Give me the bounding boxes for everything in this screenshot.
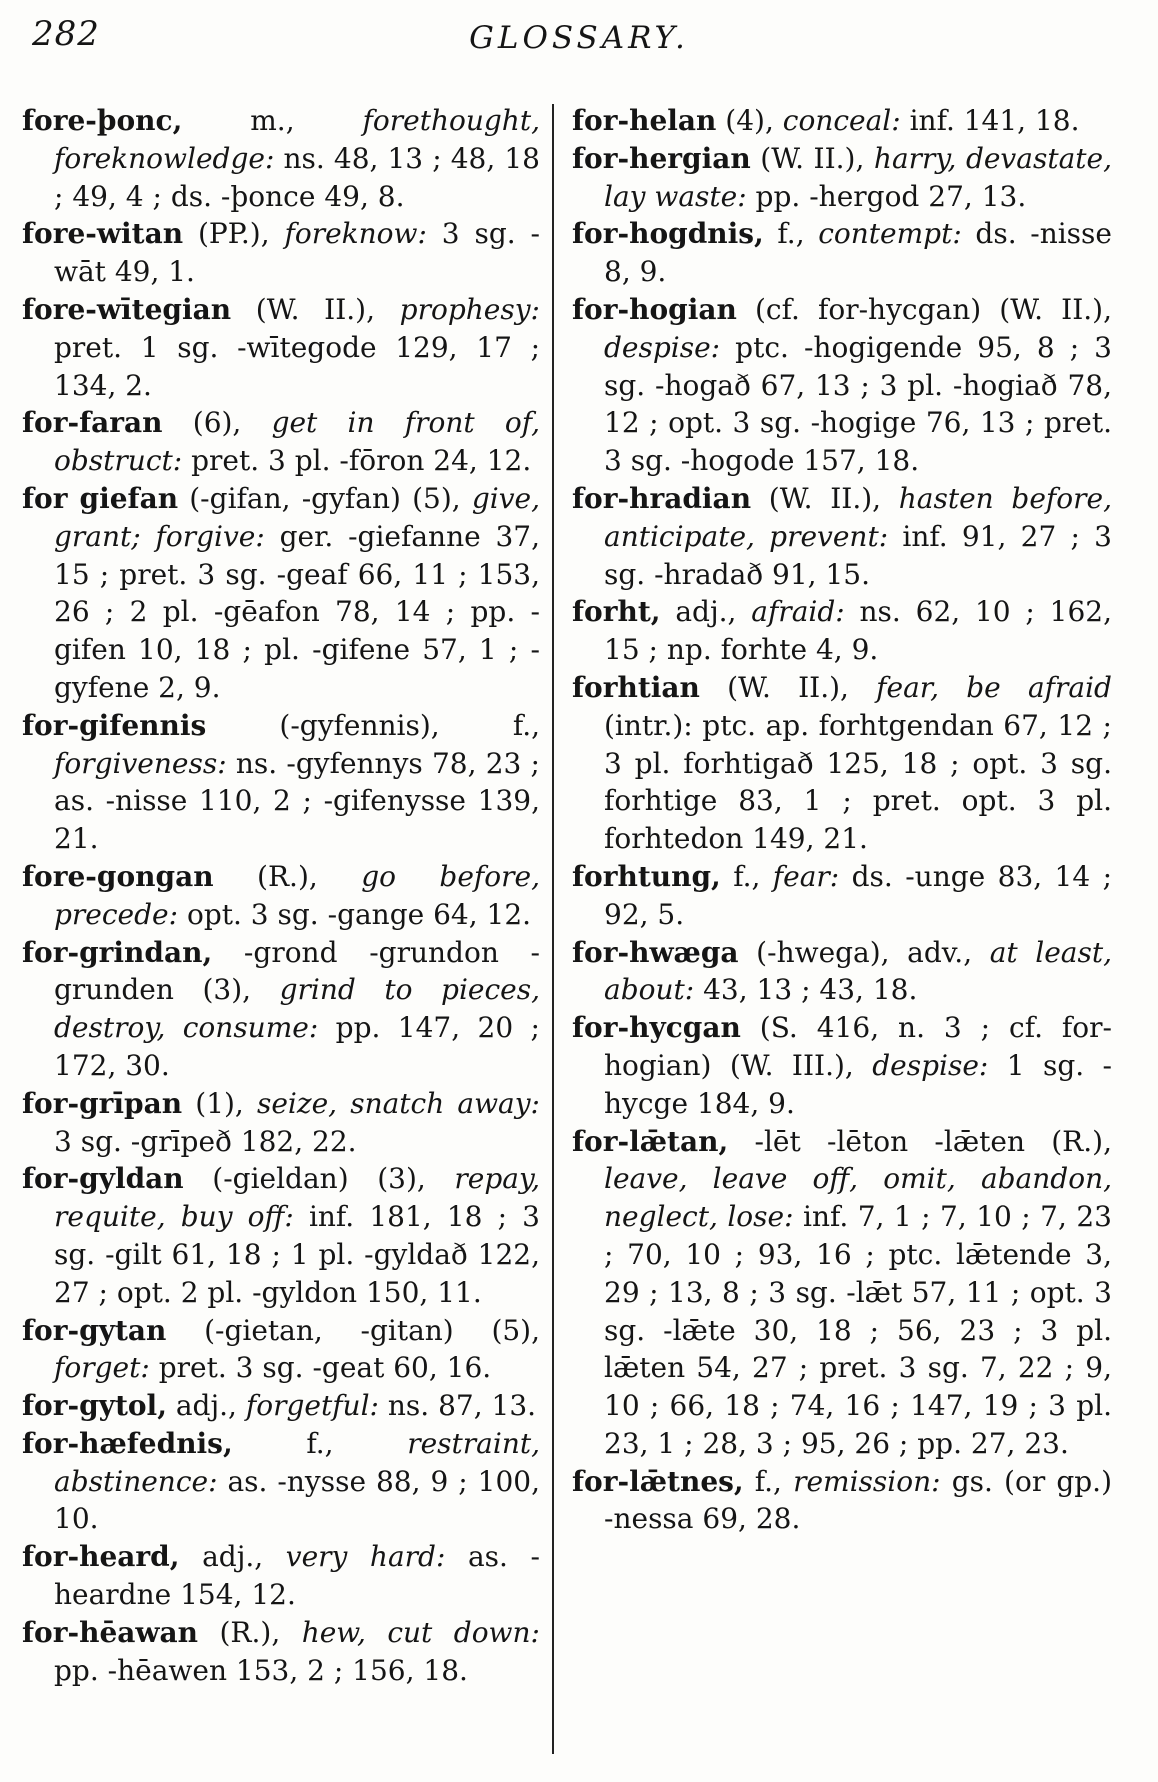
glossary-entry xyxy=(22,858,540,934)
entry-headword: forhtung, xyxy=(572,859,721,893)
entry-gloss: fear: xyxy=(772,859,840,893)
entry-grammar: f., xyxy=(232,1426,408,1460)
entry-grammar: (1), xyxy=(182,1086,257,1120)
entry-gloss: harry, devastate, lay waste: xyxy=(604,141,1112,213)
entry-gloss: contempt: xyxy=(818,217,962,251)
glossary-entry xyxy=(22,1387,540,1425)
entry-references: 43, 13 ; 43, 18. xyxy=(694,973,918,1007)
entry-grammar: -lēt -lēton -lǣten (R.), xyxy=(728,1124,1112,1158)
entry-grammar: adj., xyxy=(660,595,752,629)
running-title: GLOSSARY. xyxy=(469,20,689,56)
entry-gloss: very hard: xyxy=(285,1540,446,1574)
glossary-entry xyxy=(572,140,1112,216)
entry-references: ptc. -hogigende 95, 8 ; 3 sg. -hogað 67, 13 ; 3 pl. -hogiað 78, 12 ; opt. 3 sg. -hogige 76, 13 ; pret. 3 sg. -hogode 157, 18. xyxy=(604,330,1112,478)
entry-headword: for-gyldan xyxy=(22,1162,184,1196)
entry-references: as. -nysse 88, 9 ; 100, 10. xyxy=(54,1464,540,1536)
entry-references: inf. 141, 18. xyxy=(900,104,1080,137)
entry-headword: for-hycgan xyxy=(572,1011,741,1045)
entry-headword: for-hēawan xyxy=(22,1615,199,1649)
entry-gloss: go before, precede: xyxy=(54,859,540,931)
entry-headword: for-hradian xyxy=(572,481,752,515)
entry-references: pp. -hergod 27, 13. xyxy=(746,179,1027,213)
entry-grammar: (6), xyxy=(162,406,272,440)
entry-gloss: hew, cut down: xyxy=(301,1615,540,1649)
glossary-entry xyxy=(22,1085,540,1161)
entry-headword: forht, xyxy=(572,595,661,629)
entry-headword: for-faran xyxy=(22,406,163,440)
entry-headword: fore-witan xyxy=(22,217,184,251)
entry-references: opt. 3 sg. -gange 64, 12. xyxy=(178,897,532,931)
entry-grammar: adj., xyxy=(166,1389,246,1423)
entry-references: 3 sg. -wāt 49, 1. xyxy=(54,217,540,289)
entry-headword: for-hæfednis, xyxy=(22,1426,233,1460)
entry-gloss: leave, leave off, omit, abandon, neglect, lose: xyxy=(604,1162,1112,1234)
entry-grammar: (-gietan, -gitan) (5), xyxy=(166,1313,540,1347)
entry-grammar: f., xyxy=(720,859,773,893)
entry-headword: fore-þonc, xyxy=(22,104,183,137)
entry-gloss: fear, be afraid xyxy=(876,670,1112,704)
entry-references: ger. -giefanne 37, 15 ; pret. 3 sg. -geaf 66, 11 ; 153, 26 ; 2 pl. -gēafon 78, 14 ; pp. -gifen 10, 18 ; pl. -gifene 57, 1 ; -gyfene 2, 9. xyxy=(54,519,540,704)
glossary-entry xyxy=(22,1160,540,1311)
entry-references: as. -heardne 154, 12. xyxy=(54,1540,540,1612)
entry-headword: for-hogian xyxy=(572,292,737,326)
entry-headword: fore-wītegian xyxy=(22,292,232,326)
entry-headword: for-lǣtnes, xyxy=(572,1464,744,1498)
entry-grammar: (-gieldan) (3), xyxy=(183,1162,455,1196)
entry-references: ns. 48, 13 ; 48, 18 ; 49, 4 ; ds. -þonce 49, 8. xyxy=(54,141,540,213)
entry-gloss: forethought, foreknowledge: xyxy=(54,104,540,175)
entry-headword: for-lǣtan, xyxy=(572,1124,729,1158)
entry-references: inf. 7, 1 ; 7, 10 ; 7, 23 ; 70, 10 ; 93, 16 ; ptc. lǣtende 3, 29 ; 13, 8 ; 3 sg. -lǣt 57, 11 ; opt. 3 sg. -lǣte 30, 18 ; 56, 23 ; 3 pl. lǣten 54, 27 ; pret. 3 sg. 7, 22 ; 9, 10 ; 66, 18 ; 74, 16 ; 147, 19 ; 3 pl. 23, 1 ; 28, 3 ; 95, 26 ; pp. 27, 23. xyxy=(604,1200,1112,1460)
entry-headword: for-grīpan xyxy=(22,1086,183,1120)
glossary-entry xyxy=(572,480,1112,593)
entry-references: pp. 147, 20 ; 172, 30. xyxy=(54,1011,540,1082)
entry-headword: for-grindan, xyxy=(22,935,213,969)
entry-references: inf. 181, 18 ; 3 sg. -gilt 61, 18 ; 1 pl. -gyldað 122, 27 ; opt. 2 pl. -gyldon 150, 11. xyxy=(54,1200,541,1309)
entry-gloss: conceal: xyxy=(782,104,901,137)
entry-gloss: afraid: xyxy=(751,595,845,629)
entry-grammar: (-gifan, -gyfan) (5), xyxy=(178,481,472,515)
entry-grammar: (-hwega), adv., xyxy=(738,935,990,969)
entry-grammar: f., xyxy=(743,1464,794,1498)
entry-headword: for-heard, xyxy=(22,1540,180,1574)
entry-headword: for-gytan xyxy=(22,1313,167,1347)
entry-references: ns. 62, 10 ; 162, 15 ; np. forhte 4, 9. xyxy=(604,595,1112,667)
glossary-entry xyxy=(22,215,540,291)
entry-gloss: prophesy: xyxy=(399,292,540,326)
glossary-entry xyxy=(22,102,540,215)
column-divider xyxy=(552,104,554,1754)
entry-grammar: -grond -grundon -grunden (3), xyxy=(54,935,540,1007)
entry-headword: for-hogdnis, xyxy=(572,217,764,251)
entry-gloss: give, grant; forgive: xyxy=(54,481,540,553)
entry-gloss: hasten before, anticipate, prevent: xyxy=(604,481,1112,553)
entry-headword: for-gytol, xyxy=(22,1389,167,1423)
glossary-entry xyxy=(572,102,1112,140)
entry-grammar: (W. II.), xyxy=(751,481,899,515)
glossary-entry xyxy=(572,1009,1112,1122)
right-column xyxy=(572,102,1112,1538)
entry-headword: for-hwæga xyxy=(572,935,739,969)
entry-grammar: (W. II.), xyxy=(750,141,874,175)
entry-gloss: despise: xyxy=(604,330,721,364)
entry-grammar: adj., xyxy=(179,1540,286,1574)
entry-gloss: repay, requite, buy off: xyxy=(54,1162,540,1234)
glossary-entry xyxy=(22,707,540,858)
entry-gloss: restraint, abstinence: xyxy=(54,1426,540,1498)
glossary-entry xyxy=(572,858,1112,934)
glossary-entry xyxy=(22,1614,540,1690)
glossary-entry xyxy=(22,1538,540,1614)
glossary-entry xyxy=(572,593,1112,669)
entry-gloss: seize, snatch away: xyxy=(256,1086,540,1120)
entry-gloss: forget: xyxy=(54,1351,150,1385)
entry-gloss: grind to pieces, destroy, consume: xyxy=(54,973,540,1045)
glossary-entry xyxy=(22,291,540,404)
entry-grammar: (cf. for-hycgan) (W. II.), xyxy=(736,292,1112,326)
entry-references: gs. (or gp.) -nessa 69, 28. xyxy=(604,1464,1113,1536)
entry-gloss: despise: xyxy=(872,1048,989,1082)
entry-references: 1 sg. -hycge 184, 9. xyxy=(604,1048,1112,1120)
page-number: 282 xyxy=(32,14,100,54)
entry-gloss: foreknow: xyxy=(284,217,427,251)
entry-references: 3 sg. -grīpeð 182, 22. xyxy=(54,1124,357,1158)
entry-references: ns. -gyfennys 78, 23 ; as. -nisse 110, 2 ; -gifenysse 139, 21. xyxy=(54,746,540,856)
entry-gloss: get in front of, obstruct: xyxy=(54,406,540,478)
entry-headword: for giefan xyxy=(22,481,179,515)
entry-references: pret. 3 pl. -fōron 24, 12. xyxy=(182,444,532,478)
entry-headword: fore-gongan xyxy=(22,859,214,893)
glossary-entry xyxy=(572,669,1112,858)
entry-grammar: (W. II.), xyxy=(231,292,400,326)
entry-references: pret. 1 sg. -wītegode 129, 17 ; 134, 2. xyxy=(54,330,540,402)
entry-headword: forhtian xyxy=(572,670,700,704)
entry-headword: for-hergian xyxy=(572,141,751,175)
entry-gloss: remission: xyxy=(793,1464,941,1498)
entry-grammar: (S. 416, n. 3 ; cf. for-hogian) (W. III.), xyxy=(604,1011,1112,1082)
entry-references: (intr.): ptc. ap. forhtgendan 67, 12 ; 3 pl. forhtigað 125, 18 ; opt. 3 sg. forhtige 83, 1 ; pret. opt. 3 pl. forhtedon 149, 21. xyxy=(604,708,1112,856)
entry-grammar: (W. II.), xyxy=(699,670,877,704)
glossary-entry xyxy=(572,1123,1112,1463)
entry-references: inf. 91, 27 ; 3 sg. -hradað 91, 15. xyxy=(604,519,1112,591)
glossary-entry xyxy=(572,215,1112,291)
entry-grammar: f., xyxy=(763,217,819,251)
entry-gloss: forgiveness: xyxy=(54,746,227,780)
glossary-entry xyxy=(22,1312,540,1388)
glossary-entry xyxy=(22,1425,540,1538)
glossary-entry xyxy=(22,404,540,480)
entry-gloss: forgetful: xyxy=(245,1389,379,1423)
entry-grammar: (4), xyxy=(716,104,783,137)
glossary-entry xyxy=(572,934,1112,1010)
entry-grammar: (PP.), xyxy=(183,217,285,251)
entry-headword: for-helan xyxy=(572,104,717,137)
entry-grammar: (-gyfennis), f., xyxy=(206,708,540,742)
glossary-entry xyxy=(22,480,540,707)
entry-references: pp. -hēawen 153, 2 ; 156, 18. xyxy=(54,1653,468,1687)
entry-references: ds. -nisse 8, 9. xyxy=(604,217,1112,289)
entry-grammar: (R.), xyxy=(213,859,362,893)
entry-grammar: (R.), xyxy=(198,1615,302,1649)
entry-references: ns. 87, 13. xyxy=(378,1389,537,1423)
entry-grammar: m., xyxy=(182,104,363,137)
left-column xyxy=(22,102,540,1689)
glossary-entry xyxy=(22,934,540,1085)
entry-references: pret. 3 sg. -geat 60, 16. xyxy=(149,1351,492,1385)
entry-gloss: at least, about: xyxy=(604,935,1112,1007)
entry-references: ds. -unge 83, 14 ; 92, 5. xyxy=(604,859,1113,931)
glossary-entry xyxy=(572,291,1112,480)
glossary-entry xyxy=(572,1463,1112,1539)
entry-headword: for-gifennis xyxy=(22,708,207,742)
